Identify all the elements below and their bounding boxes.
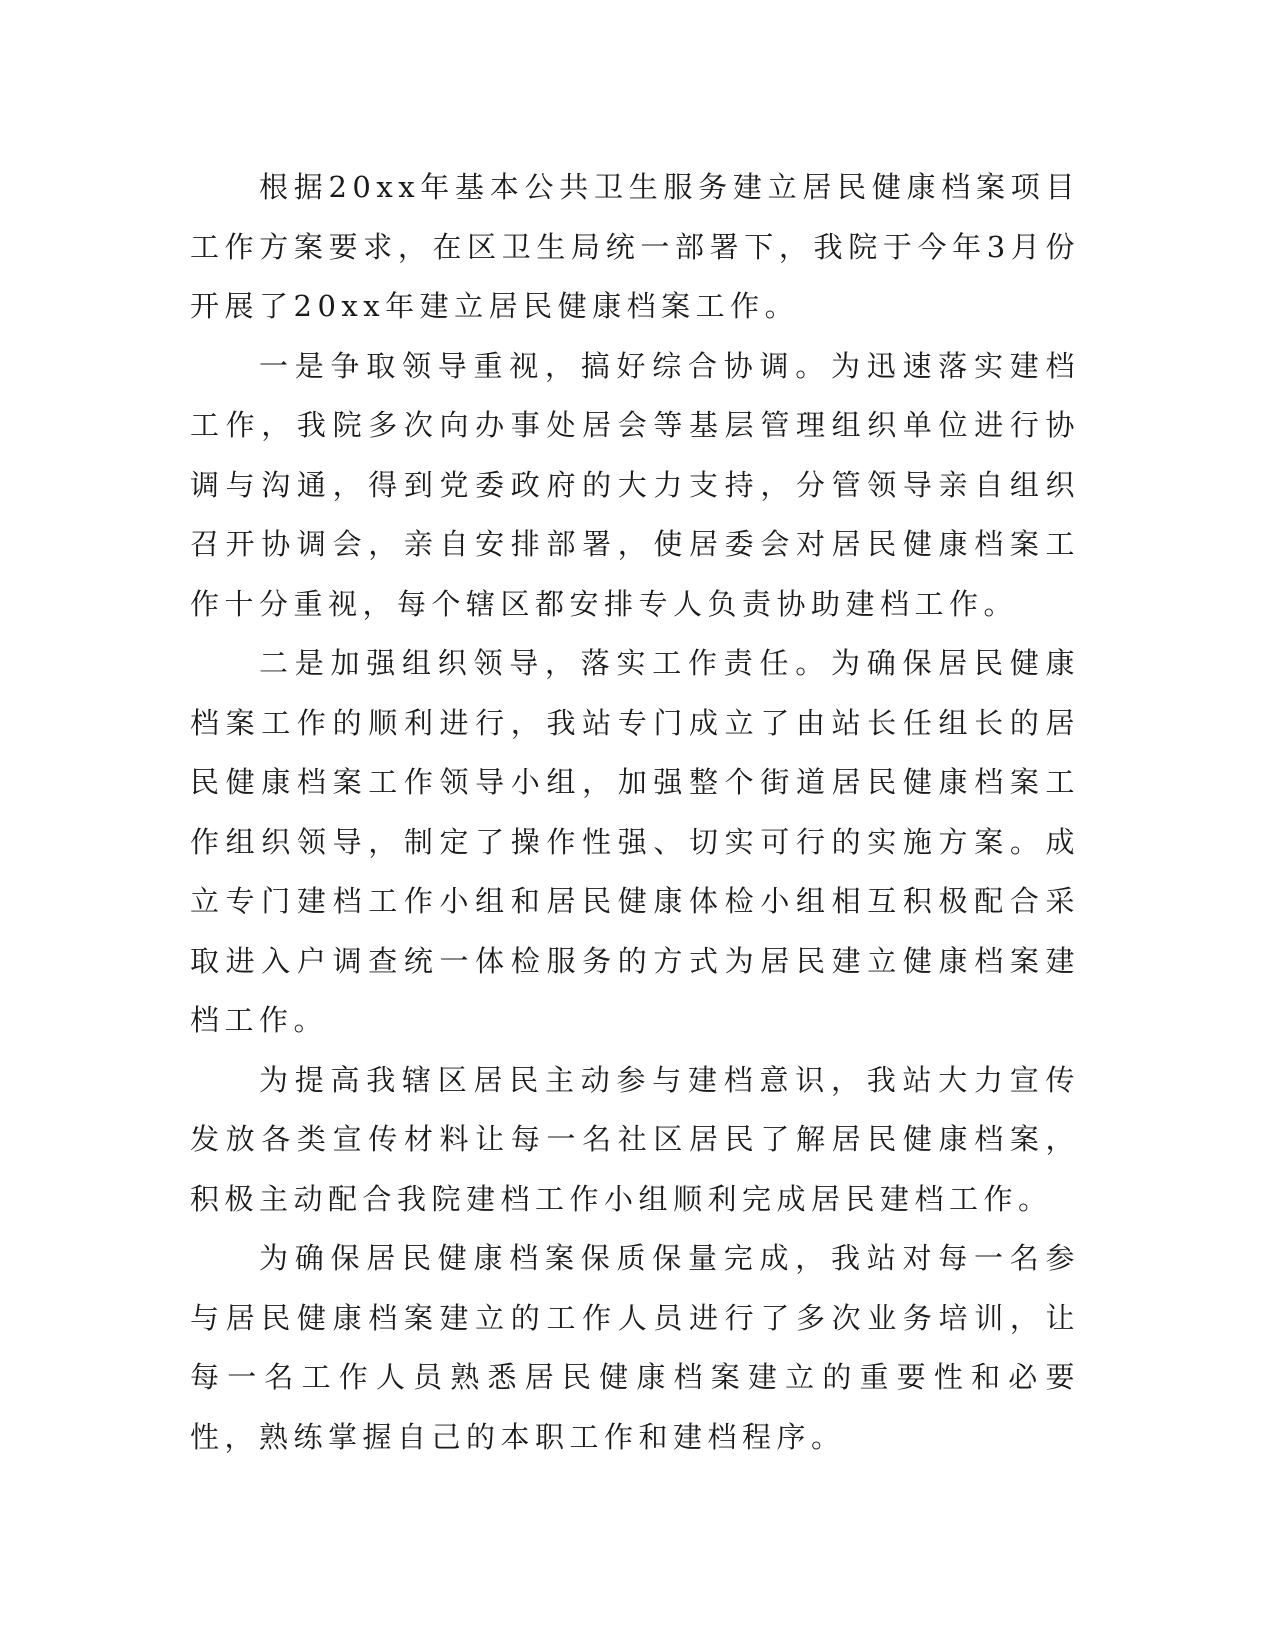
paragraph-training: 为确保居民健康档案保质保量完成，我站对每一名参与居民健康档案建立的工作人员进行了多次业务培训，让每一名工作人员熟悉居民健康档案建立的重要性和必要性，熟练掌握自己的本职工作和建档程序。: [190, 1241, 1080, 1454]
document-body: [190, 158, 1080, 1467]
paragraph-organization-responsibility: 二是加强组织领导，落实工作责任。为确保居民健康档案工作的顺利进行，我站专门成立了由站长任组长的居民健康档案工作领导小组，加强整个街道居民健康档案工作组织领导，制定了操作性强、切实可行的实施方案。成立专门建档工作小组和居民健康体检小组相互积极配合采取进入户调查统一体检服务的方式为居民建立健康档案建档工作。: [190, 646, 1080, 1037]
paragraph-leadership-coordination: 一是争取领导重视，搞好综合协调。为迅速落实建档工作，我院多次向办事处居会等基层管理组织单位进行协调与沟通，得到党委政府的大力支持，分管领导亲自组织召开协调会，亲自安排部署，使居委会对居民健康档案工作十分重视，每个辖区都安排专人负责协助建档工作。: [190, 348, 1080, 621]
paragraph-intro: 根据20xx年基本公共卫生服务建立居民健康档案项目工作方案要求，在区卫生局统一部署下，我院于今年3月份开展了20xx年建立居民健康档案工作。: [190, 170, 1080, 323]
paragraph-publicity: 为提高我辖区居民主动参与建档意识，我站大力宣传发放各类宣传材料让每一名社区居民了解居民健康档案，积极主动配合我院建档工作小组顺利完成居民建档工作。: [190, 1062, 1080, 1216]
